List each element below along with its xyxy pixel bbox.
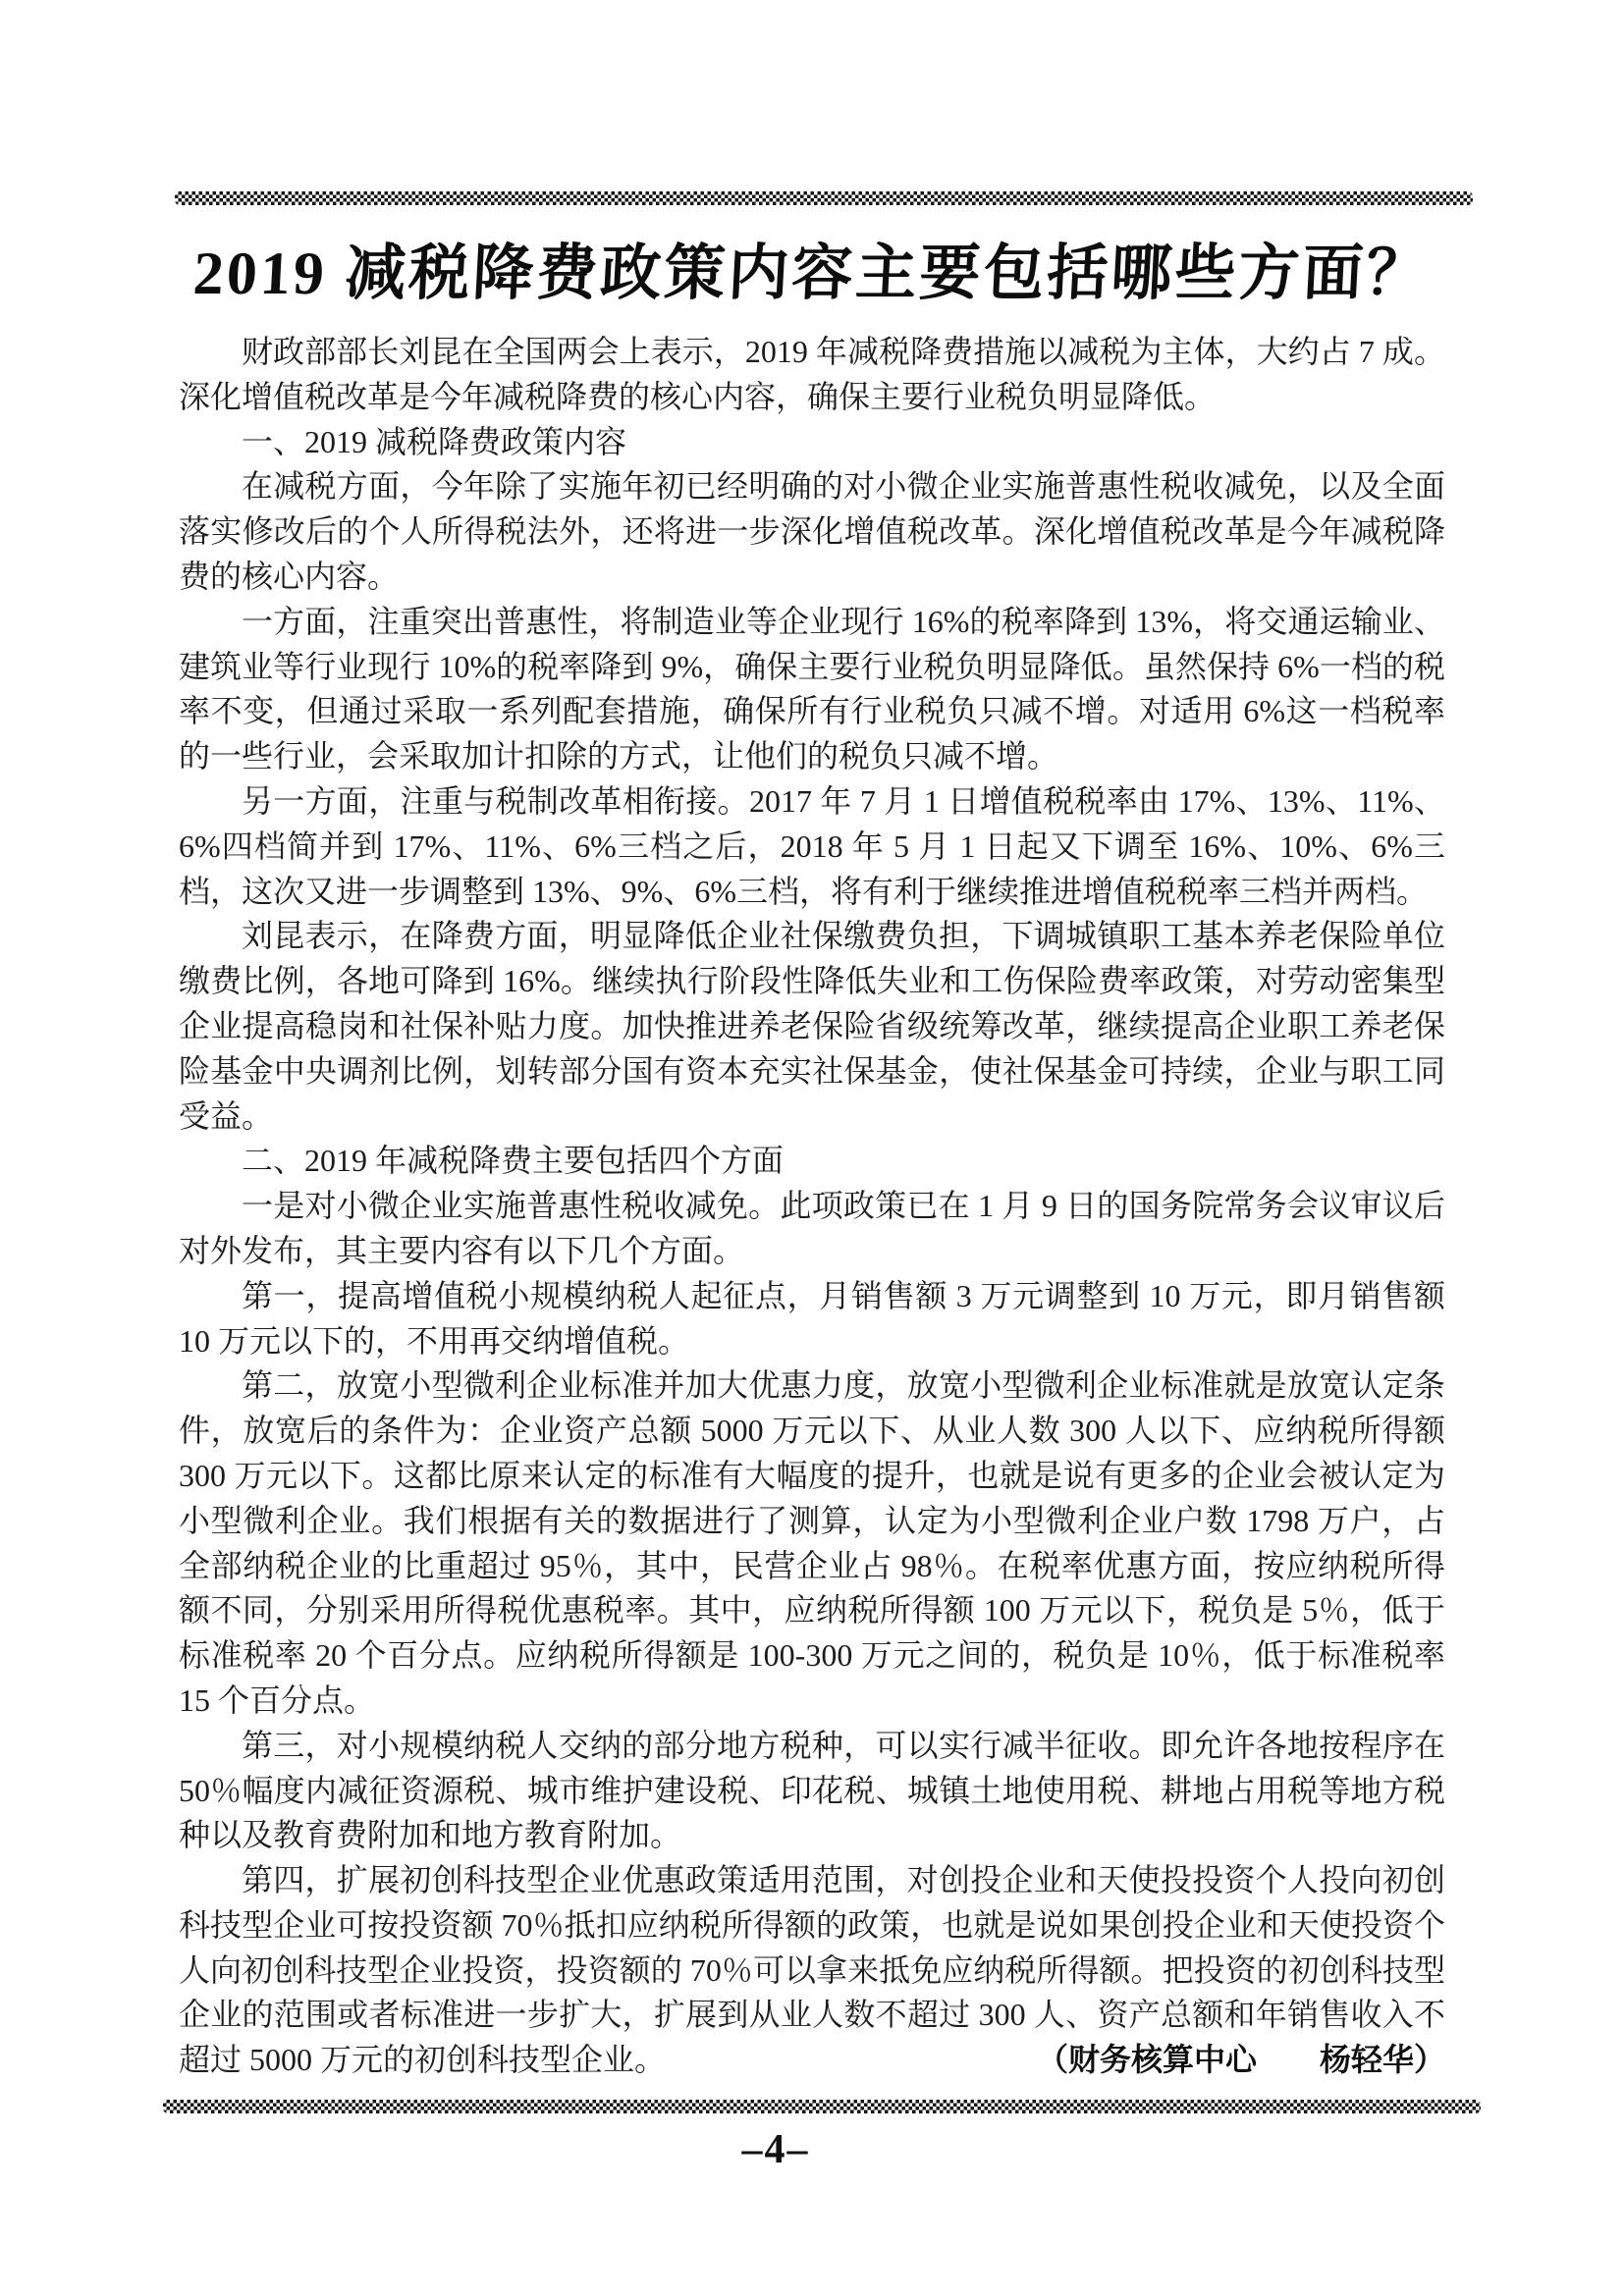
- section-heading-one: 一、2019 减税降费政策内容: [242, 423, 627, 459]
- article-body: [179, 330, 1445, 2083]
- decorative-rule-top: [175, 191, 1473, 205]
- paragraph: 第一，提高增值税小规模纳税人起征点，月销售额 3 万元调整到 10 万元，即月销售额 10 万元以下的，不用再交纳增值税。: [179, 1277, 1445, 1359]
- article-title: 2019 减税降费政策内容主要包括哪些方面？: [191, 240, 1433, 307]
- paragraph: 第二，放宽小型微利企业标准并加大优惠力度，放宽小型微利企业标准就是放宽认定条件，放宽后的条件为：企业资产总额 5000 万元以下、从业人数 300 人以下、应纳税所得额 300 万元以下。这都比原来认定的标准有大幅度的提升，也就是说有更多的企业会被认定为小型微利企业。我们根据有关的数据进行了测算，认定为小型微利企业户数 1798 万户，占全部纳税企业的比重超过 95％，其中，民营企业占 98％。在税率优惠方面，按应纳税所得额不同，分别采用所得税优惠税率。其中，应纳税所得额 100 万元以下，税负是 5％，低于标准税率 20 个百分点。应纳税所得额是 100-300 万元之间的，税负是 10％，低于标准税率 15 个百分点。: [179, 1367, 1445, 1718]
- author-attribution: （财务核算中心 杨轻华）: [1036, 2042, 1445, 2078]
- decorative-rule-bottom: [163, 2100, 1481, 2113]
- paragraph: 在减税方面，今年除了实施年初已经明确的对小微企业实施普惠性税收减免，以及全面落实修改后的个人所得税法外，还将进一步深化增值税改革。深化增值税改革是今年减税降费的核心内容。: [179, 468, 1445, 594]
- paragraph: 第四，扩展初创科技型企业优惠政策适用范围，对创投企业和天使投投资个人投向初创科技型企业可按投资额 70％抵扣应纳税所得额的政策，也就是说如果创投企业和天使投资个人向初创科技型企业投资，投资额的 70％可以拿来抵免应纳税所得额。把投资的初创科技型企业的范围或者标准进一步扩大，扩展到从业人数不超过 300 人、资产总额和年销售收入不超过 5000 万元的初创科技型企业。: [179, 1862, 1445, 2078]
- section-heading-two: 二、2019 年减税降费主要包括四个方面: [242, 1143, 785, 1179]
- paragraph: 刘昆表示，在降费方面，明显降低企业社保缴费负担，下调城镇职工基本养老保险单位缴费比例，各地可降到 16%。继续执行阶段性降低失业和工伤保险费率政策，对劳动密集型企业提高稳岗和社保补贴力度。加快推进养老保险省级统筹改革，继续提高企业职工养老保险基金中央调剂比例，划转部分国有资本充实社保基金，使社保基金可持续，企业与职工同受益。: [179, 918, 1445, 1134]
- page-number: –4–: [741, 2127, 810, 2172]
- paragraph: 一是对小微企业实施普惠性税收减免。此项政策已在 1 月 9 日的国务院常务会议审议后对外发布，其主要内容有以下几个方面。: [179, 1188, 1445, 1268]
- paragraph-intro: 财政部部长刘昆在全国两会上表示，2019 年减税降费措施以减税为主体，大约占 7 成。深化增值税改革是今年减税降费的核心内容，确保主要行业税负明显降低。: [179, 334, 1445, 414]
- paragraph: 第三，对小规模纳税人交纳的部分地方税种，可以实行减半征收。即允许各地按程序在 50％幅度内减征资源税、城市维护建设税、印花税、城镇土地使用税、耕地占用税等地方税种以及教育费附加和地方教育附加。: [179, 1727, 1445, 1853]
- paragraph: 另一方面，注重与税制改革相衔接。2017 年 7 月 1 日增值税税率由 17%、13%、11%、6%四档简并到 17%、11%、6%三档之后，2018 年 5 月 1 日起又下调至 16%、10%、6%三档，这次又进一步调整到 13%、9%、6%三档，将有利于继续推进增值税税率三档并两档。: [179, 782, 1445, 909]
- paragraph: 一方面，注重突出普惠性，将制造业等企业现行 16%的税率降到 13%，将交通运输业、建筑业等行业现行 10%的税率降到 9%，确保主要行业税负明显降低。虽然保持 6%一档的税率不变，但通过采取一系列配套措施，确保所有行业税负只减不增。对适用 6%这一档税率的一些行业，会采取加计扣除的方式，让他们的税负只减不增。: [179, 603, 1445, 774]
